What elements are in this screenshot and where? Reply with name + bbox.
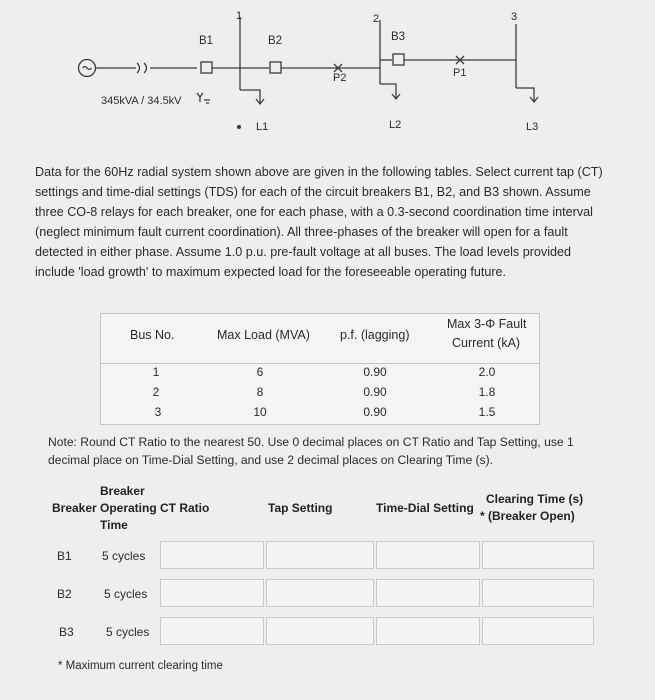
rounding-note: Note: Round CT Ratio to the nearest 50. Use 0 decimal places on CT Ratio and Tap Setting, use 1 decimal place on Time-Dial Setting, and use 2 decimal places on Clearing Time (s). <box>48 435 574 467</box>
header-clearing-time-line2: * (Breaker Open) <box>480 509 575 523</box>
load-l3-symbol <box>516 88 538 102</box>
header-breaker-operating-line2: Operating <box>100 501 157 515</box>
breaker-b3-label: B3 <box>391 31 406 43</box>
b1-clearing-time-input[interactable] <box>482 541 594 569</box>
row1-load: 6 <box>256 365 264 379</box>
row2-bus: 2 <box>152 385 160 399</box>
load-l1-label: L1 <box>256 121 269 133</box>
header-ct-ratio: CT Ratio <box>160 501 210 515</box>
b2-ct-ratio-input[interactable] <box>160 579 264 607</box>
row-b3-breaker: B3 <box>59 625 74 639</box>
load-l1-symbol <box>240 90 264 104</box>
b3-tap-setting-input[interactable] <box>266 617 374 645</box>
row2-load: 8 <box>256 385 264 399</box>
transformer-symbol <box>137 63 147 73</box>
load-l2-symbol <box>380 84 400 99</box>
header-time-dial-setting: Time-Dial Setting <box>376 501 474 515</box>
wye-ground-symbol <box>197 93 210 103</box>
transformer-rating-label: 345kVA / 34.5kV <box>101 95 182 107</box>
header-fault-current-line1: Max 3-Φ Fault <box>447 317 527 331</box>
header-fault-current-line2: Current (kA) <box>452 336 521 350</box>
row3-load: 10 <box>253 405 267 419</box>
row1-pf: 0.90 <box>363 365 387 379</box>
row2-pf: 0.90 <box>363 385 387 399</box>
bus-2-number: 2 <box>373 13 380 25</box>
footnote: * Maximum current clearing time <box>58 660 223 672</box>
breaker-b3-symbol <box>393 54 404 65</box>
header-breaker: Breaker <box>52 501 97 515</box>
header-breaker-operating-line1: Breaker <box>100 484 145 498</box>
problem-statement: Data for the 60Hz radial system shown above are given in the following tables. Select current tap (CT) settings and time-dial settings (TDS) for each of the circuit breakers B1, B2, and B3 shown. Assume three CO-8 relays for each breaker, one for each phase, with a 0.3-second coordination time interval (neglect minimum fault current coordination). All three-phases of the breaker will open for a fault detected in either phase. Assume 1.0 p.u. pre-fault voltage at all buses. The load levels provided include 'load growth' to maximum expected load for the foreseeable operating future. <box>35 165 603 279</box>
b1-ct-ratio-input[interactable] <box>160 541 264 569</box>
row-b1-operating-time: 5 cycles <box>102 549 146 563</box>
row3-bus: 3 <box>154 405 162 419</box>
header-max-load: Max Load (MVA) <box>217 328 310 342</box>
bus-data-table <box>100 313 540 425</box>
row2-fault: 1.8 <box>478 385 496 399</box>
b1-time-dial-input[interactable] <box>376 541 480 569</box>
row3-pf: 0.90 <box>363 405 387 419</box>
b3-clearing-time-input[interactable] <box>482 617 594 645</box>
bus-1-number: 1 <box>236 10 243 22</box>
header-power-factor: p.f. (lagging) <box>340 328 410 342</box>
row-b2-breaker: B2 <box>57 587 72 601</box>
row1-fault: 2.0 <box>478 365 496 379</box>
b3-time-dial-input[interactable] <box>376 617 480 645</box>
b2-tap-setting-input[interactable] <box>266 579 374 607</box>
b2-time-dial-input[interactable] <box>376 579 480 607</box>
breaker-b1-symbol <box>201 62 212 73</box>
bus-3-number: 3 <box>511 11 518 23</box>
b1-tap-setting-input[interactable] <box>266 541 374 569</box>
load-l3-label: L3 <box>526 121 539 133</box>
header-tap-setting: Tap Setting <box>268 501 333 515</box>
header-bus-no: Bus No. <box>130 328 175 342</box>
one-line-diagram <box>0 0 655 150</box>
fault-p1-label: P1 <box>453 67 467 79</box>
row-b2-operating-time: 5 cycles <box>104 587 148 601</box>
row-b3-operating-time: 5 cycles <box>106 625 150 639</box>
breaker-b2-symbol <box>270 62 281 73</box>
breaker-b2-label: B2 <box>268 35 283 47</box>
header-breaker-operating-line3: Time <box>100 518 128 532</box>
row3-fault: 1.5 <box>478 405 496 419</box>
b3-ct-ratio-input[interactable] <box>160 617 264 645</box>
fault-p2-label: P2 <box>333 72 347 84</box>
load-l2-label: L2 <box>389 119 402 131</box>
header-clearing-time-line1: Clearing Time (s) <box>486 492 584 506</box>
row1-bus: 1 <box>152 365 160 379</box>
breaker-b1-label: B1 <box>199 35 214 47</box>
b2-clearing-time-input[interactable] <box>482 579 594 607</box>
row-b1-breaker: B1 <box>57 549 72 563</box>
